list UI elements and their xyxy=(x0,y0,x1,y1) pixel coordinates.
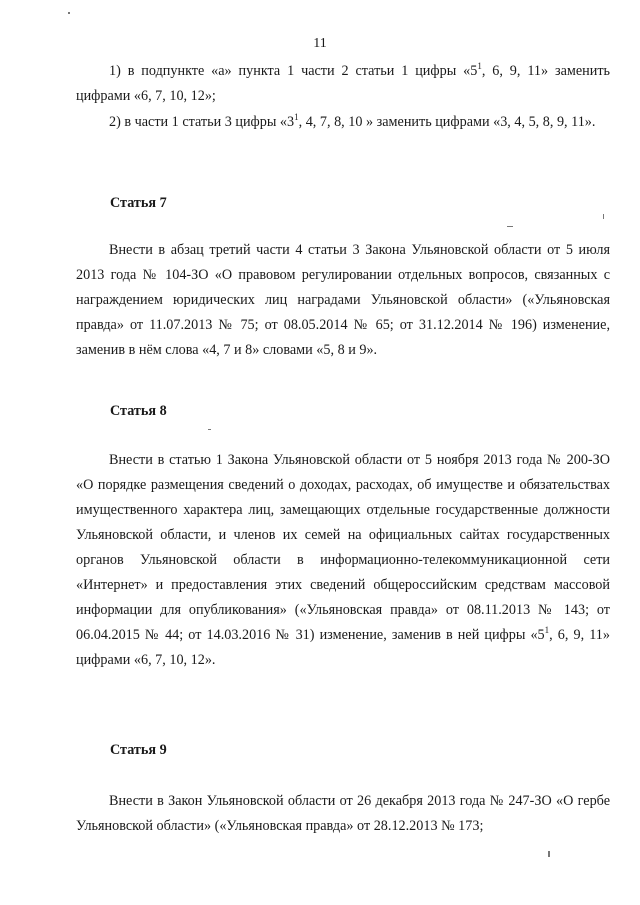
article-7-text: Внести в абзац третий части 4 статьи 3 Закона Ульяновской области от 5 июля 2013 года № 104-ЗО «О правовом регулировании отдельных вопросов, связанных с награждением юридических лиц наградами Ульяновской области» («Ульяновская правда» от 11.07.2013 № 75; от 08.05.2014 № 65; от 31.12.2014 № 196) изменение, заменив в нём слова «4, 7 и 8» словами «5, 8 и 9». xyxy=(76,242,610,358)
scan-speck xyxy=(548,851,550,857)
article-7-heading: Статья 7 xyxy=(110,195,167,211)
article-7-body xyxy=(76,238,610,363)
article-8-heading: Статья 8 xyxy=(110,403,167,419)
article-9-body xyxy=(76,789,610,839)
article-8-body xyxy=(76,448,610,673)
scan-speck xyxy=(208,429,211,430)
page-number: 11 xyxy=(313,36,327,51)
article-8-text: Внести в статью 1 Закона Ульяновской области от 5 ноября 2013 года № 200-ЗО «О порядке размещения сведений о доходах, расходах, об имуществе и обязательствах имущественного характера лиц, замещающих отдельные государственные должности Ульяновской области, и членов их семей на официальных сайтах государственных органов Ульяновской области в информационно-телекоммуникационной сети «Интернет» и предоставления этих сведений общероссийским средствам массовой информации для опубликования» («Ульяновская правда» от 08.11.2013 № 143; от 06.04.2015 № 44; от 14.03.2016 № 31) изменение, заменив в ней цифры «$5^1$, 6, 9, 11» цифрами «6, 7, 10, 12». xyxy=(76,452,610,668)
scan-speck xyxy=(68,12,70,14)
amendment-items xyxy=(76,59,610,135)
amendment-item-1: 1) в подпункте «а» пункта 1 части 2 статьи 1 цифры «$5^1$, 6, 9, 11» заменить цифрами «6, 7, 10, 12»; xyxy=(76,61,610,104)
amendment-item-2: 2) в части 1 статьи 3 цифры «$3^1$, 4, 7, 8, 10 » заменить цифрами «3, 4, 5, 8, 9, 11». xyxy=(109,112,596,130)
scan-speck xyxy=(603,214,604,219)
article-9-text: Внести в Закон Ульяновской области от 26 декабря 2013 года № 247-ЗО «О гербе Ульяновской области» («Ульяновская правда» от 28.12.2013 № 173; xyxy=(76,793,610,834)
scan-speck xyxy=(507,226,513,227)
article-9-heading: Статья 9 xyxy=(110,742,167,758)
